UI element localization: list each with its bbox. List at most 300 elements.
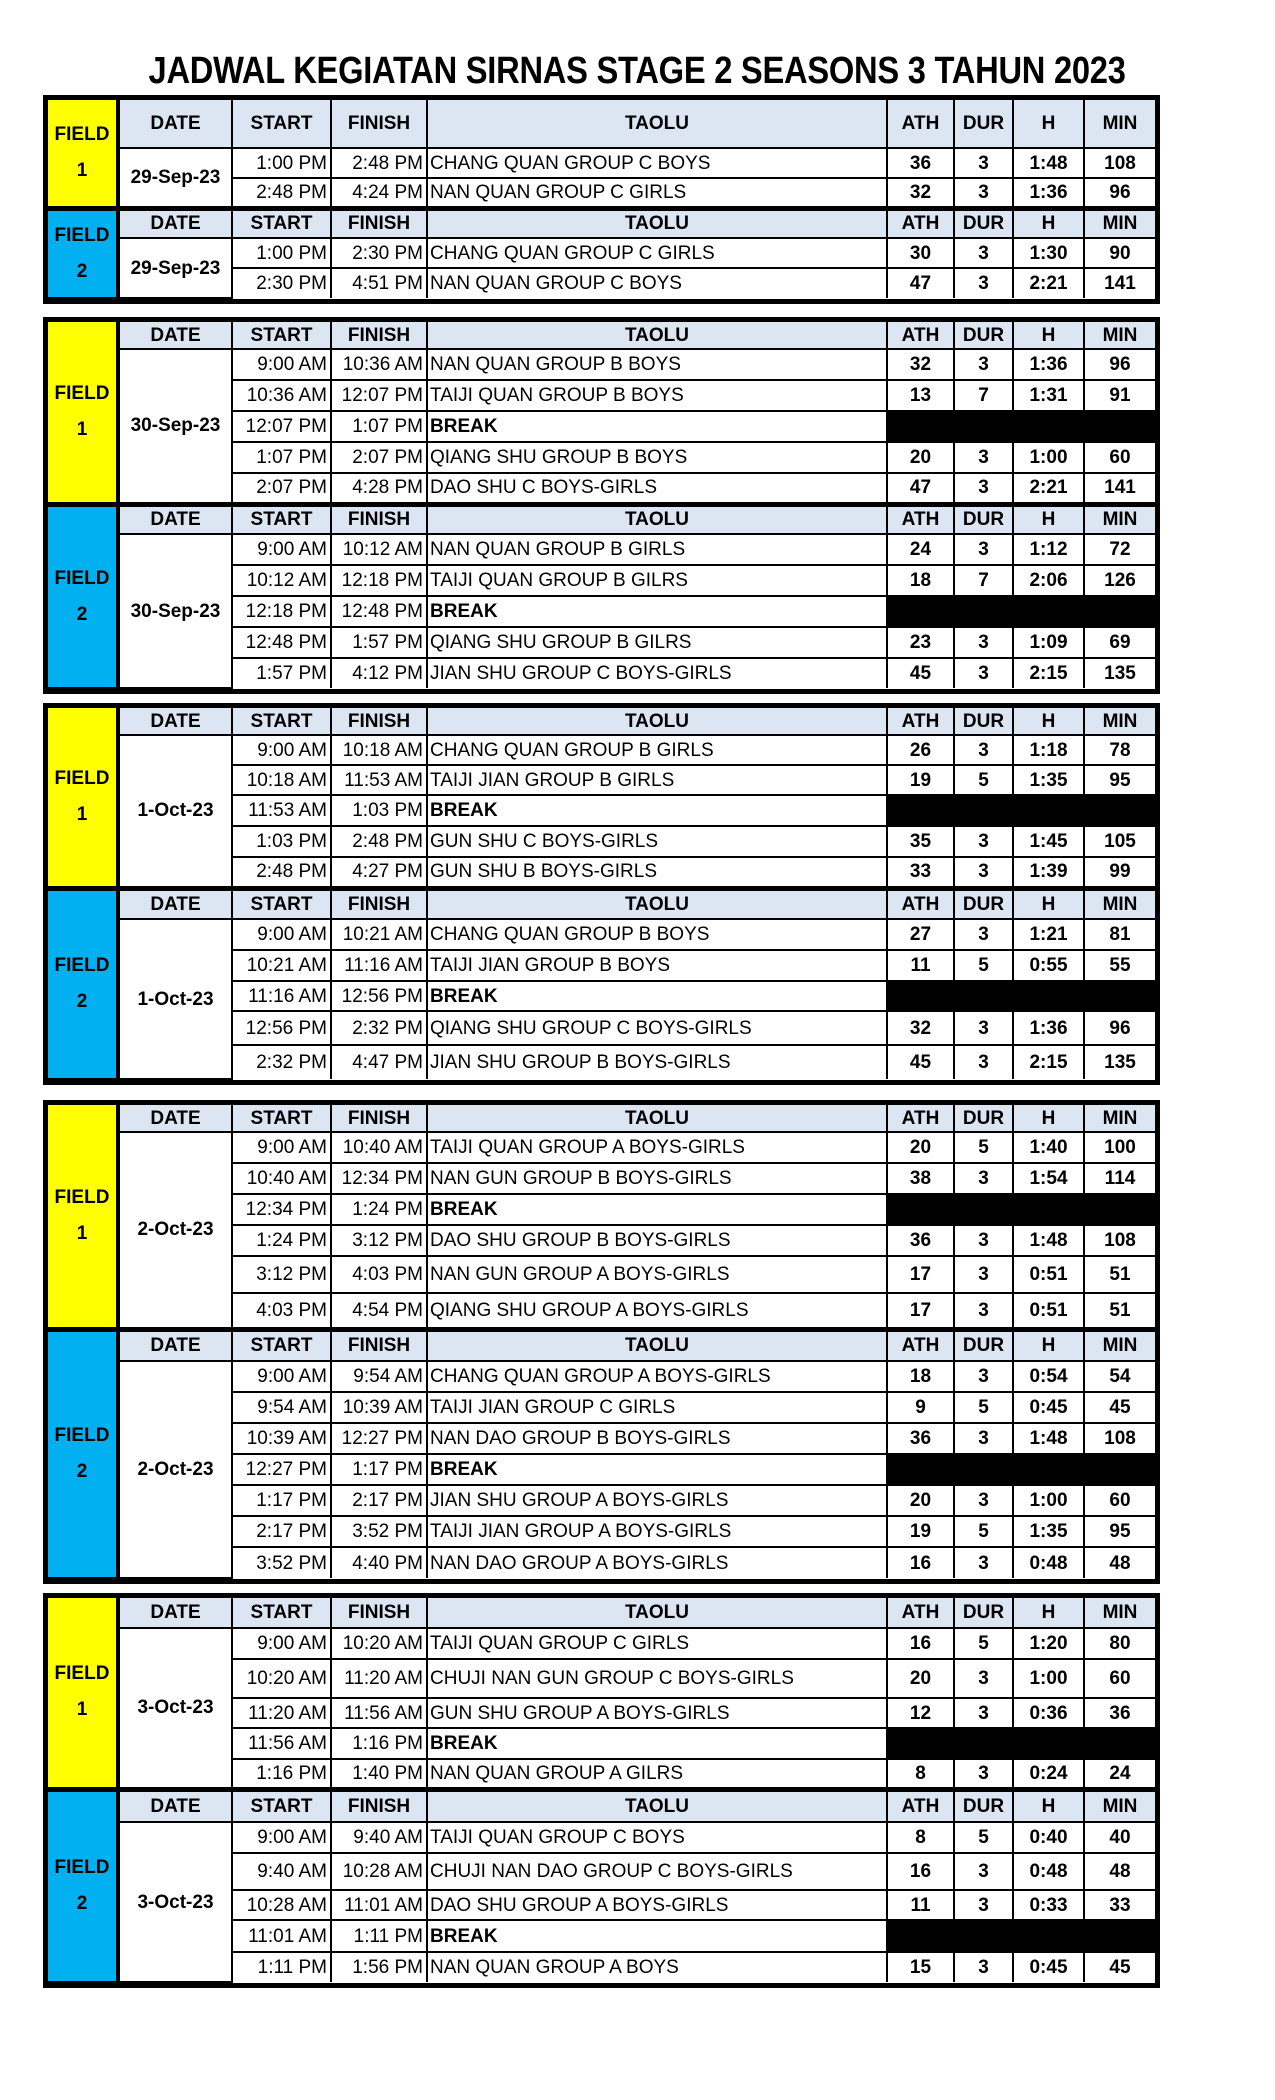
finish-time-cell: 11:20 AM [331,1659,427,1698]
minutes-cell: 81 [1084,919,1155,950]
duration-cell: 3 [954,1853,1013,1890]
finish-time-cell: 10:28 AM [331,1853,427,1890]
start-time-cell: 1:17 PM [232,1485,331,1516]
minutes-cell: 99 [1084,857,1155,888]
finish-time-cell: 10:18 AM [331,735,427,765]
start-time-cell: 10:12 AM [232,565,331,596]
schedule-day-block [43,317,1160,694]
table-header-row [48,100,1155,148]
hours-cell: 0:36 [1013,1698,1084,1728]
duration-cell: 3 [954,1423,1013,1454]
taolu-cell: JIAN SHU GROUP A BOYS-GIRLS [427,1485,887,1516]
finish-time-cell: 11:16 AM [331,950,427,981]
start-time-cell: 2:32 PM [232,1045,331,1079]
field-label: FIELD [54,382,110,404]
column-header-start: START [232,100,331,148]
table-header-row [48,322,1155,349]
break-fill [887,1920,1155,1952]
finish-time-cell: 1:17 PM [331,1454,427,1485]
hours-cell: 2:06 [1013,565,1084,596]
column-header-date: DATE [118,322,232,349]
minutes-cell: 69 [1084,627,1155,658]
column-header-start: START [232,708,331,735]
table-row [48,1822,1155,1853]
column-header-finish: FINISH [331,208,427,238]
finish-time-cell: 10:36 AM [331,349,427,380]
column-header-taolu: TAOLU [427,100,887,148]
field-number: 2 [76,603,88,625]
hours-cell: 1:00 [1013,1659,1084,1698]
column-header-ath: ATH [887,504,954,534]
field-label-cell [48,1329,118,1578]
finish-time-cell: 12:56 PM [331,981,427,1011]
field-label-cell [48,708,118,888]
duration-cell: 3 [954,627,1013,658]
duration-cell: 3 [954,1225,1013,1256]
table-row [48,1132,1155,1163]
finish-time-cell: 9:54 AM [331,1361,427,1392]
duration-cell: 3 [954,1659,1013,1698]
athletes-cell: 23 [887,627,954,658]
hours-cell: 1:00 [1013,442,1084,473]
table-header-row [48,888,1155,919]
column-header-finish: FINISH [331,708,427,735]
start-time-cell: 9:00 AM [232,1628,331,1659]
field-number: 1 [76,803,88,825]
column-header-min: MIN [1084,708,1155,735]
field-number: 1 [76,1222,88,1244]
duration-cell: 3 [954,1759,1013,1789]
start-time-cell: 9:00 AM [232,735,331,765]
taolu-cell: GUN SHU GROUP A BOYS-GIRLS [427,1698,887,1728]
column-header-h: H [1013,1105,1084,1132]
taolu-cell: CHUJI NAN GUN GROUP C BOYS-GIRLS [427,1659,887,1698]
start-time-cell: 9:00 AM [232,919,331,950]
taolu-cell: QIANG SHU GROUP C BOYS-GIRLS [427,1011,887,1045]
column-header-taolu: TAOLU [427,1329,887,1361]
start-time-cell: 12:56 PM [232,1011,331,1045]
taolu-cell: NAN QUAN GROUP A GILRS [427,1759,887,1789]
duration-cell: 3 [954,442,1013,473]
column-header-dur: DUR [954,1105,1013,1132]
column-header-ath: ATH [887,1789,954,1822]
date-cell: 3-Oct-23 [118,1628,232,1789]
duration-cell: 3 [954,178,1013,208]
schedule-table [48,322,1155,689]
column-header-min: MIN [1084,1598,1155,1628]
finish-time-cell: 12:07 PM [331,380,427,411]
athletes-cell: 11 [887,1890,954,1920]
start-time-cell: 12:34 PM [232,1194,331,1225]
schedule-table [48,100,1155,299]
start-time-cell: 11:16 AM [232,981,331,1011]
taolu-cell: TAIJI JIAN GROUP B GIRLS [427,765,887,795]
column-header-start: START [232,1598,331,1628]
minutes-cell: 40 [1084,1822,1155,1853]
field-label: FIELD [54,1857,110,1879]
finish-time-cell: 4:28 PM [331,473,427,504]
duration-cell: 3 [954,1361,1013,1392]
column-header-taolu: TAOLU [427,1789,887,1822]
minutes-cell: 135 [1084,1045,1155,1079]
column-header-taolu: TAOLU [427,888,887,919]
finish-time-cell: 10:39 AM [331,1392,427,1423]
athletes-cell: 38 [887,1163,954,1194]
taolu-cell: CHANG QUAN GROUP A BOYS-GIRLS [427,1361,887,1392]
athletes-cell: 20 [887,1485,954,1516]
hours-cell: 1:39 [1013,857,1084,888]
break-label: BREAK [427,1728,887,1759]
minutes-cell: 96 [1084,1011,1155,1045]
finish-time-cell: 1:57 PM [331,627,427,658]
schedule-table [48,1598,1155,1983]
column-header-date: DATE [118,1789,232,1822]
finish-time-cell: 1:16 PM [331,1728,427,1759]
finish-time-cell: 10:40 AM [331,1132,427,1163]
column-header-start: START [232,208,331,238]
column-header-date: DATE [118,208,232,238]
hours-cell: 1:48 [1013,148,1084,178]
finish-time-cell: 12:27 PM [331,1423,427,1454]
taolu-cell: NAN QUAN GROUP C GIRLS [427,178,887,208]
column-header-dur: DUR [954,888,1013,919]
column-header-finish: FINISH [331,888,427,919]
field-label: FIELD [54,955,110,977]
taolu-cell: GUN SHU C BOYS-GIRLS [427,826,887,857]
start-time-cell: 2:48 PM [232,178,331,208]
start-time-cell: 11:56 AM [232,1728,331,1759]
taolu-cell: NAN GUN GROUP A BOYS-GIRLS [427,1256,887,1293]
start-time-cell: 11:53 AM [232,795,331,826]
finish-time-cell: 4:03 PM [331,1256,427,1293]
duration-cell: 3 [954,1011,1013,1045]
date-cell: 2-Oct-23 [118,1132,232,1329]
field-label-cell [48,100,118,208]
hours-cell: 1:35 [1013,1516,1084,1547]
athletes-cell: 12 [887,1698,954,1728]
date-cell: 30-Sep-23 [118,349,232,504]
hours-cell: 0:33 [1013,1890,1084,1920]
taolu-cell: QIANG SHU GROUP B BOYS [427,442,887,473]
column-header-dur: DUR [954,1329,1013,1361]
minutes-cell: 96 [1084,178,1155,208]
field-label: FIELD [54,567,110,589]
field-label: FIELD [54,767,110,789]
athletes-cell: 16 [887,1547,954,1578]
column-header-date: DATE [118,504,232,534]
field-label: FIELD [54,1425,110,1447]
start-time-cell: 4:03 PM [232,1293,331,1329]
start-time-cell: 9:00 AM [232,349,331,380]
start-time-cell: 9:00 AM [232,1132,331,1163]
schedule-day-block [43,95,1160,304]
duration-cell: 3 [954,1698,1013,1728]
duration-cell: 3 [954,658,1013,688]
hours-cell: 0:40 [1013,1822,1084,1853]
duration-cell: 7 [954,565,1013,596]
hours-cell: 1:21 [1013,919,1084,950]
duration-cell: 3 [954,1256,1013,1293]
athletes-cell: 45 [887,658,954,688]
minutes-cell: 48 [1084,1853,1155,1890]
minutes-cell: 51 [1084,1256,1155,1293]
column-header-start: START [232,888,331,919]
minutes-cell: 135 [1084,658,1155,688]
taolu-cell: CHANG QUAN GROUP C BOYS [427,148,887,178]
taolu-cell: DAO SHU C BOYS-GIRLS [427,473,887,504]
field-label: FIELD [54,1663,110,1685]
hours-cell: 0:54 [1013,1361,1084,1392]
minutes-cell: 95 [1084,765,1155,795]
finish-time-cell: 4:40 PM [331,1547,427,1578]
taolu-cell: CHANG QUAN GROUP C GIRLS [427,238,887,268]
break-fill [887,596,1155,627]
date-cell: 2-Oct-23 [118,1361,232,1578]
athletes-cell: 15 [887,1952,954,1982]
field-label-cell [48,1598,118,1789]
break-fill [887,1728,1155,1759]
hours-cell: 1:31 [1013,380,1084,411]
finish-time-cell: 12:18 PM [331,565,427,596]
athletes-cell: 9 [887,1392,954,1423]
athletes-cell: 17 [887,1256,954,1293]
minutes-cell: 60 [1084,1659,1155,1698]
athletes-cell: 17 [887,1293,954,1329]
column-header-date: DATE [118,1105,232,1132]
break-label: BREAK [427,1194,887,1225]
athletes-cell: 8 [887,1822,954,1853]
duration-cell: 3 [954,919,1013,950]
column-header-min: MIN [1084,100,1155,148]
column-header-taolu: TAOLU [427,1105,887,1132]
column-header-h: H [1013,1329,1084,1361]
athletes-cell: 20 [887,442,954,473]
table-row [48,735,1155,765]
duration-cell: 3 [954,1163,1013,1194]
minutes-cell: 100 [1084,1132,1155,1163]
column-header-taolu: TAOLU [427,1598,887,1628]
finish-time-cell: 2:32 PM [331,1011,427,1045]
finish-time-cell: 2:07 PM [331,442,427,473]
field-label: FIELD [54,1186,110,1208]
finish-time-cell: 10:20 AM [331,1628,427,1659]
date-cell: 29-Sep-23 [118,238,232,298]
minutes-cell: 141 [1084,473,1155,504]
column-header-taolu: TAOLU [427,322,887,349]
finish-time-cell: 4:24 PM [331,178,427,208]
duration-cell: 3 [954,534,1013,565]
start-time-cell: 2:48 PM [232,857,331,888]
athletes-cell: 33 [887,857,954,888]
column-header-min: MIN [1084,322,1155,349]
column-header-dur: DUR [954,708,1013,735]
hours-cell: 0:48 [1013,1853,1084,1890]
hours-cell: 0:55 [1013,950,1084,981]
duration-cell: 5 [954,950,1013,981]
column-header-h: H [1013,1598,1084,1628]
duration-cell: 3 [954,1485,1013,1516]
start-time-cell: 1:11 PM [232,1952,331,1982]
column-header-ath: ATH [887,888,954,919]
taolu-cell: TAIJI QUAN GROUP C GIRLS [427,1628,887,1659]
minutes-cell: 60 [1084,1485,1155,1516]
table-header-row [48,1598,1155,1628]
break-fill [887,795,1155,826]
hours-cell: 2:21 [1013,268,1084,298]
finish-time-cell: 2:30 PM [331,238,427,268]
page-title-text: JADWAL KEGIATAN SIRNAS STAGE 2 SEASONS 3 TAHUN 2023 [148,50,1127,92]
hours-cell: 1:45 [1013,826,1084,857]
schedule-day-block [43,1593,1160,1988]
start-time-cell: 12:07 PM [232,411,331,442]
start-time-cell: 9:00 AM [232,1822,331,1853]
taolu-cell: JIAN SHU GROUP B BOYS-GIRLS [427,1045,887,1079]
taolu-cell: NAN QUAN GROUP B GIRLS [427,534,887,565]
duration-cell: 3 [954,268,1013,298]
minutes-cell: 96 [1084,349,1155,380]
start-time-cell: 10:28 AM [232,1890,331,1920]
athletes-cell: 11 [887,950,954,981]
break-label: BREAK [427,411,887,442]
column-header-min: MIN [1084,1329,1155,1361]
minutes-cell: 48 [1084,1547,1155,1578]
finish-time-cell: 1:07 PM [331,411,427,442]
taolu-cell: TAIJI QUAN GROUP C BOYS [427,1822,887,1853]
schedule-table [48,708,1155,1080]
field-number: 2 [76,1893,88,1915]
taolu-cell: GUN SHU B BOYS-GIRLS [427,857,887,888]
taolu-cell: DAO SHU GROUP B BOYS-GIRLS [427,1225,887,1256]
column-header-start: START [232,1105,331,1132]
minutes-cell: 72 [1084,534,1155,565]
start-time-cell: 9:00 AM [232,1361,331,1392]
finish-time-cell: 11:01 AM [331,1890,427,1920]
column-header-finish: FINISH [331,322,427,349]
break-label: BREAK [427,795,887,826]
table-row [48,534,1155,565]
duration-cell: 5 [954,1516,1013,1547]
hours-cell: 1:36 [1013,178,1084,208]
hours-cell: 1:36 [1013,349,1084,380]
finish-time-cell: 1:11 PM [331,1920,427,1952]
hours-cell: 1:00 [1013,1485,1084,1516]
column-header-start: START [232,504,331,534]
taolu-cell: NAN GUN GROUP B BOYS-GIRLS [427,1163,887,1194]
column-header-min: MIN [1084,1789,1155,1822]
duration-cell: 3 [954,1045,1013,1079]
column-header-min: MIN [1084,1105,1155,1132]
finish-time-cell: 2:17 PM [331,1485,427,1516]
finish-time-cell: 4:12 PM [331,658,427,688]
athletes-cell: 19 [887,1516,954,1547]
date-cell: 1-Oct-23 [118,919,232,1079]
start-time-cell: 10:39 AM [232,1423,331,1454]
athletes-cell: 20 [887,1132,954,1163]
start-time-cell: 9:54 AM [232,1392,331,1423]
athletes-cell: 36 [887,1225,954,1256]
start-time-cell: 9:00 AM [232,534,331,565]
minutes-cell: 33 [1084,1890,1155,1920]
break-label: BREAK [427,1454,887,1485]
hours-cell: 0:45 [1013,1952,1084,1982]
column-header-finish: FINISH [331,1789,427,1822]
column-header-dur: DUR [954,504,1013,534]
hours-cell: 1:54 [1013,1163,1084,1194]
finish-time-cell: 12:48 PM [331,596,427,627]
taolu-cell: DAO SHU GROUP A BOYS-GIRLS [427,1890,887,1920]
field-label: FIELD [54,123,110,145]
table-header-row [48,708,1155,735]
break-label: BREAK [427,596,887,627]
hours-cell: 2:21 [1013,473,1084,504]
finish-time-cell: 1:24 PM [331,1194,427,1225]
athletes-cell: 20 [887,1659,954,1698]
start-time-cell: 2:17 PM [232,1516,331,1547]
taolu-cell: CHUJI NAN DAO GROUP C BOYS-GIRLS [427,1853,887,1890]
minutes-cell: 114 [1084,1163,1155,1194]
table-row [48,1628,1155,1659]
taolu-cell: NAN QUAN GROUP B BOYS [427,349,887,380]
minutes-cell: 55 [1084,950,1155,981]
finish-time-cell: 2:48 PM [331,148,427,178]
date-cell: 3-Oct-23 [118,1822,232,1982]
start-time-cell: 1:07 PM [232,442,331,473]
hours-cell: 1:40 [1013,1132,1084,1163]
finish-time-cell: 1:40 PM [331,1759,427,1789]
column-header-ath: ATH [887,1598,954,1628]
column-header-date: DATE [118,888,232,919]
break-fill [887,1454,1155,1485]
column-header-finish: FINISH [331,100,427,148]
break-label: BREAK [427,981,887,1011]
date-cell: 1-Oct-23 [118,735,232,888]
duration-cell: 5 [954,1132,1013,1163]
duration-cell: 3 [954,1293,1013,1329]
hours-cell: 1:12 [1013,534,1084,565]
table-header-row [48,208,1155,238]
start-time-cell: 1:03 PM [232,826,331,857]
table-row [48,919,1155,950]
finish-time-cell: 4:51 PM [331,268,427,298]
start-time-cell: 2:07 PM [232,473,331,504]
athletes-cell: 47 [887,473,954,504]
athletes-cell: 16 [887,1853,954,1890]
column-header-h: H [1013,1789,1084,1822]
field-label-cell [48,1105,118,1329]
duration-cell: 5 [954,765,1013,795]
column-header-min: MIN [1084,504,1155,534]
field-label-cell [48,322,118,504]
schedule-table [48,1105,1155,1579]
taolu-cell: QIANG SHU GROUP B GILRS [427,627,887,658]
column-header-finish: FINISH [331,1329,427,1361]
taolu-cell: JIAN SHU GROUP C BOYS-GIRLS [427,658,887,688]
athletes-cell: 13 [887,380,954,411]
taolu-cell: NAN DAO GROUP B BOYS-GIRLS [427,1423,887,1454]
taolu-cell: CHANG QUAN GROUP B BOYS [427,919,887,950]
table-header-row [48,1789,1155,1822]
minutes-cell: 126 [1084,565,1155,596]
finish-time-cell: 3:12 PM [331,1225,427,1256]
finish-time-cell: 10:12 AM [331,534,427,565]
column-header-ath: ATH [887,1329,954,1361]
minutes-cell: 80 [1084,1628,1155,1659]
finish-time-cell: 1:03 PM [331,795,427,826]
column-header-start: START [232,322,331,349]
taolu-cell: TAIJI QUAN GROUP A BOYS-GIRLS [427,1132,887,1163]
start-time-cell: 11:01 AM [232,1920,331,1952]
athletes-cell: 18 [887,565,954,596]
